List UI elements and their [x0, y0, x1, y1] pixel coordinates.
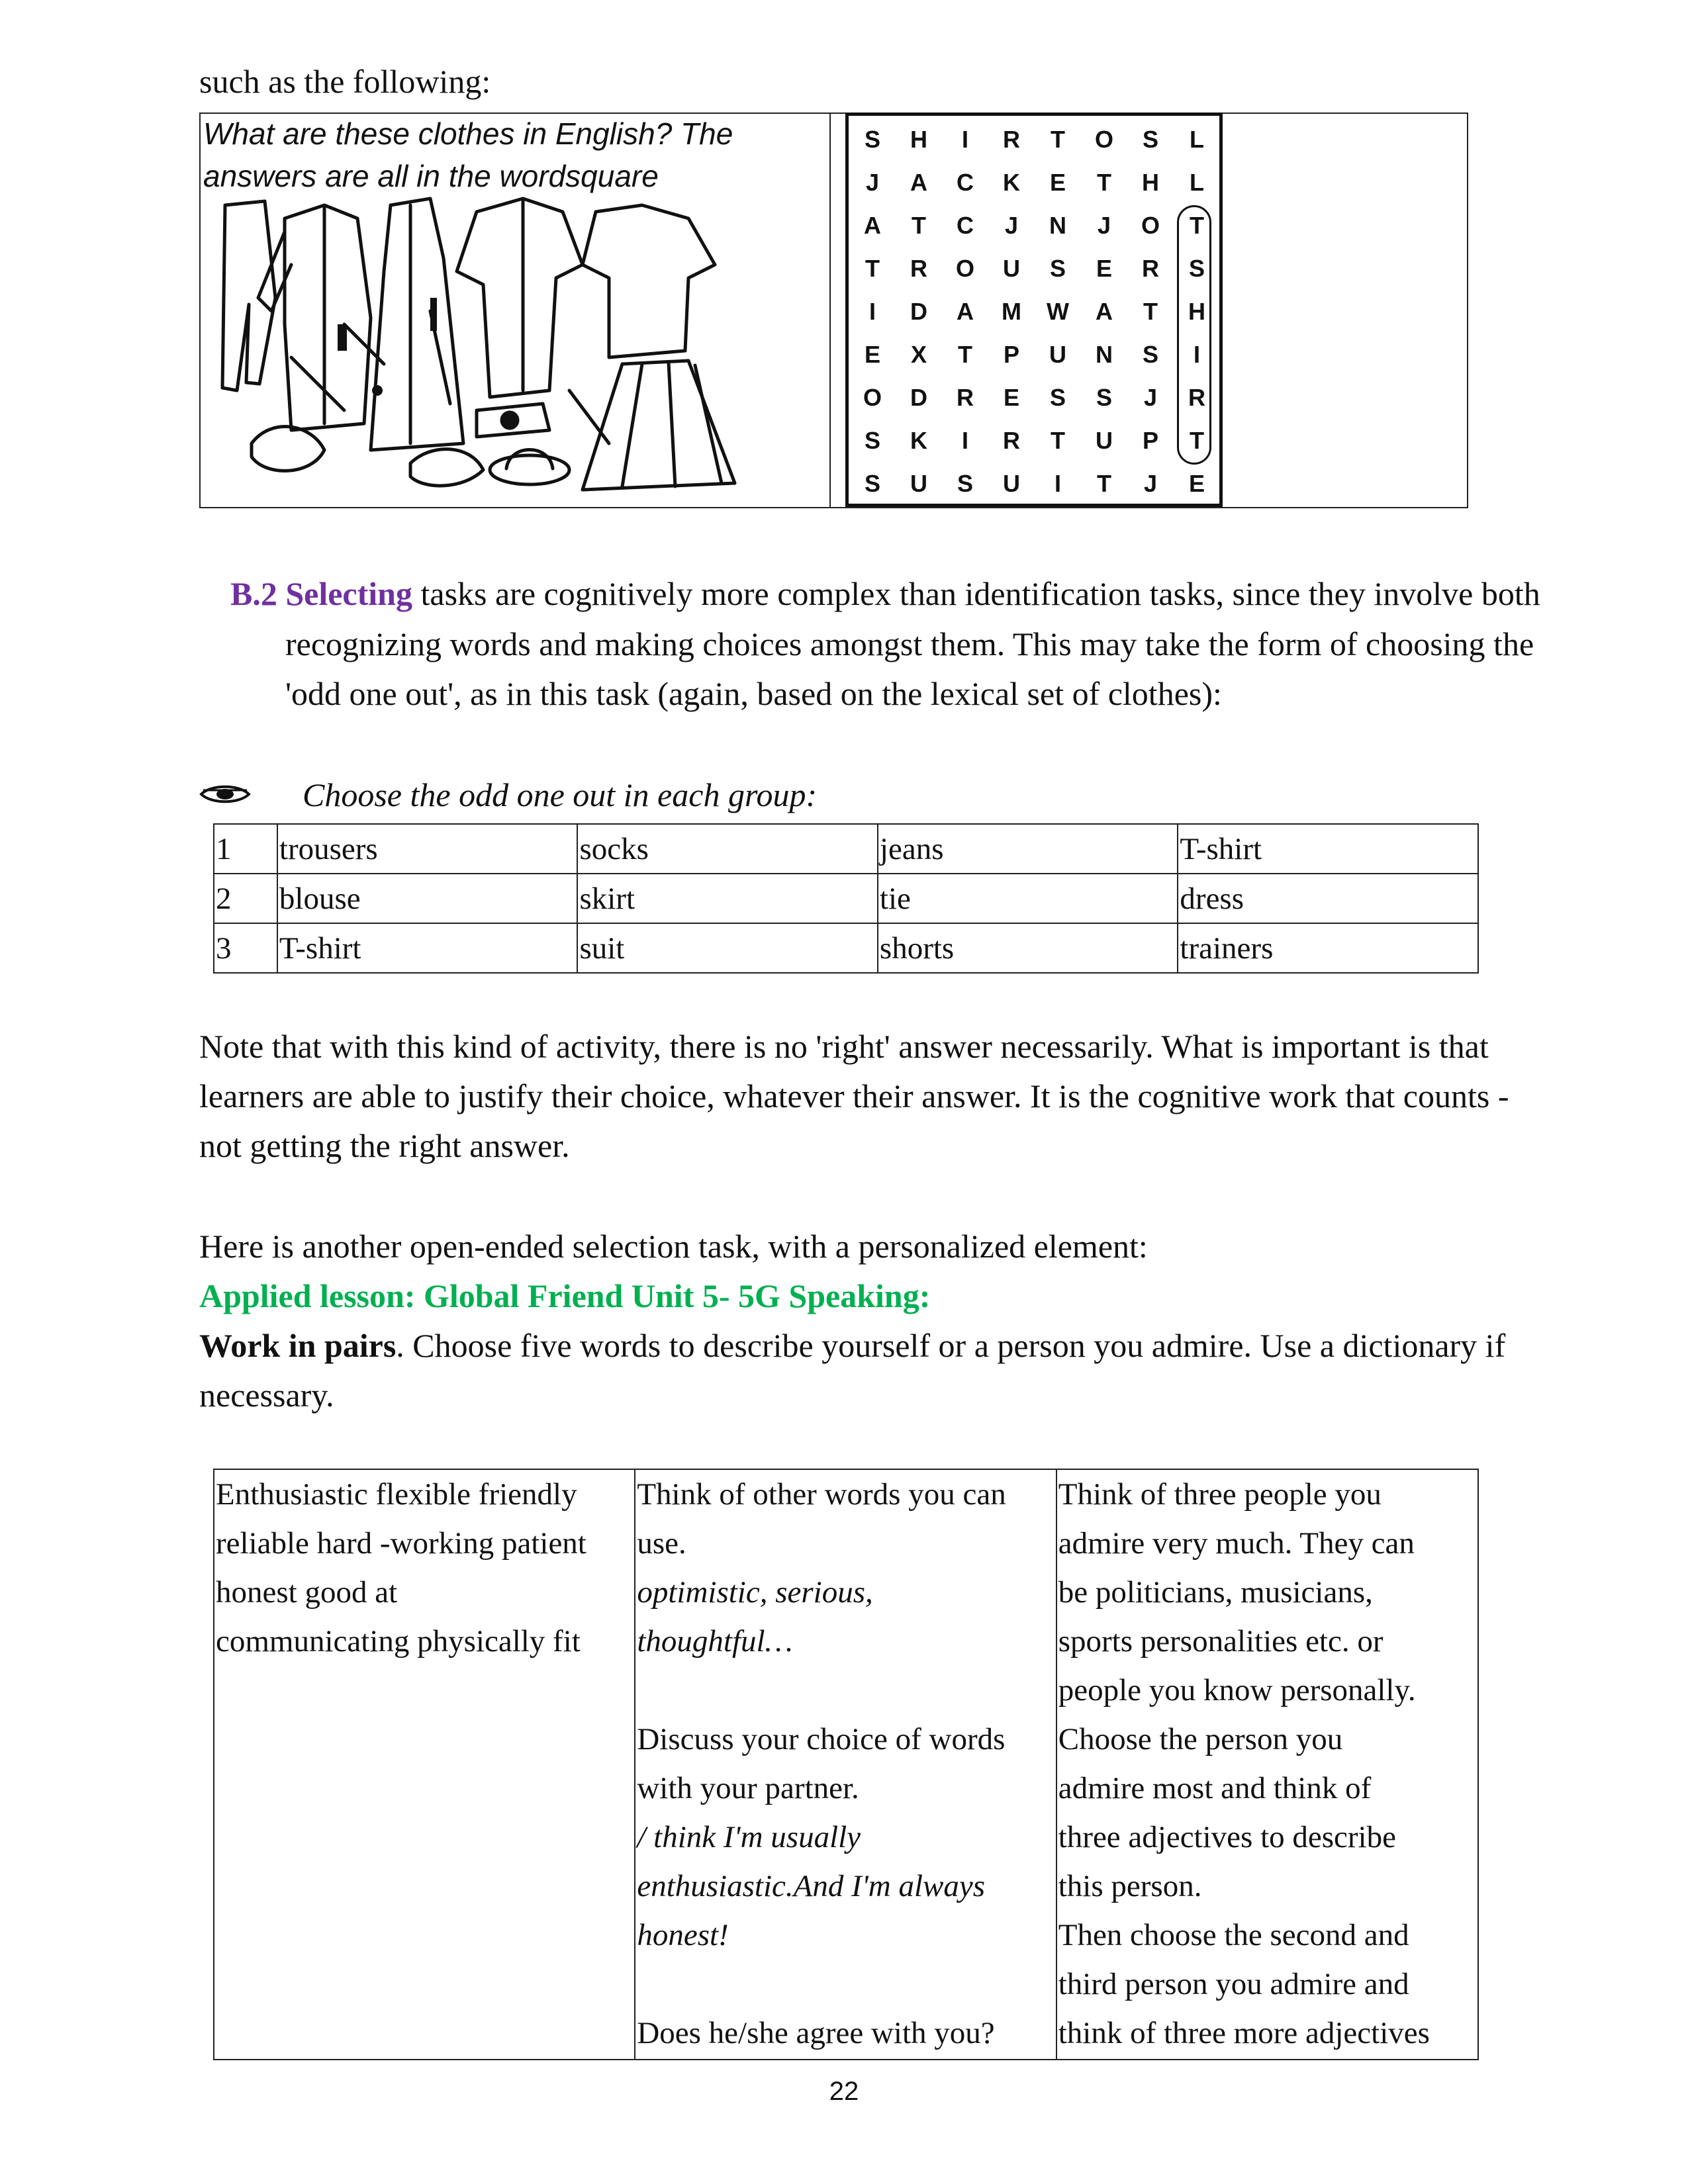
table-row: [214, 923, 1478, 973]
ws-letter: D: [910, 383, 927, 411]
cell-line: Choose the person you: [1058, 1722, 1343, 1756]
ws-letter: S: [1142, 125, 1158, 153]
table-cell: blouse: [277, 874, 578, 923]
ws-letter: U: [1003, 469, 1020, 497]
ws-letter: J: [865, 168, 880, 196]
page-number: 22: [829, 2077, 859, 2106]
table-cell: 1: [214, 824, 277, 874]
ws-letter: E: [1049, 168, 1066, 196]
table-cell: T-shirt: [277, 923, 578, 973]
cell-spacer: [637, 1666, 1054, 1715]
ws-letter: A: [1096, 297, 1113, 325]
cell-line: sports personalities etc. or: [1058, 1624, 1383, 1659]
ws-letter: L: [1190, 168, 1204, 196]
ws-letter: K: [910, 426, 927, 454]
figure-caption: [203, 113, 799, 197]
ws-letter: T: [865, 254, 880, 282]
ws-letter: S: [1188, 254, 1205, 282]
ws-letter: W: [1047, 297, 1069, 325]
ws-letter: R: [1142, 254, 1159, 282]
ws-letter: A: [910, 168, 927, 196]
cell-line: reliable hard -working patient: [216, 1526, 586, 1561]
intro-line: such as the following:: [199, 63, 491, 100]
ws-letter: R: [957, 383, 974, 411]
ws-letter: J: [1143, 383, 1158, 411]
b2-line1: [230, 569, 1540, 618]
note-line1: Note that with this kind of activity, there is no 'right' answer necessarily. What is important is that: [199, 1028, 1489, 1065]
cell-line: honest good at: [216, 1575, 398, 1610]
ws-letter: E: [864, 340, 880, 368]
another-task-line: Here is another open-ended selection task, with a personalized element:: [199, 1228, 1148, 1265]
pairs-line2: necessary.: [199, 1377, 334, 1414]
table-cell: jeans: [878, 824, 1178, 874]
ws-letter: O: [863, 383, 882, 411]
pairs-activity-table: [213, 1469, 1479, 2060]
cell-line: Think of other words you can: [637, 1477, 1006, 1512]
figure-divider: [829, 113, 831, 508]
ws-letter: O: [955, 254, 974, 282]
table-cell: tie: [878, 874, 1178, 923]
ws-letter: P: [1142, 426, 1158, 454]
ws-letter: H: [910, 125, 927, 153]
ws-letter: S: [864, 125, 880, 153]
cell-line: enthusiastic.And I'm always: [637, 1869, 986, 1903]
note-line3: not getting the right answer.: [199, 1127, 570, 1164]
ws-letter: L: [1190, 125, 1204, 153]
figure-caption-line2: answers are all in the wordsquare: [203, 159, 659, 193]
clothes-sketch-illustration: [212, 192, 761, 502]
cell-line: this person.: [1058, 1869, 1202, 1903]
table-cell: skirt: [577, 874, 877, 923]
ws-letter: S: [864, 426, 880, 454]
ws-letter: D: [910, 297, 927, 325]
cell-line: be politicians, musicians,: [1058, 1575, 1373, 1610]
cell-line: Then choose the second and: [1058, 1918, 1409, 1952]
ws-letter: J: [1143, 469, 1158, 497]
table-cell: suit: [577, 923, 877, 973]
cell-line: communicating physically fit: [216, 1624, 581, 1659]
ws-letter: I: [1054, 469, 1061, 497]
b2-line1-text: tasks are cognitively more complex than identification tasks, since they involve both: [412, 575, 1540, 612]
ws-letter: J: [1097, 211, 1111, 239]
table-cell: shorts: [878, 923, 1178, 973]
ws-letter: E: [1096, 254, 1112, 282]
ws-letter: R: [1003, 125, 1020, 153]
ws-letter: U: [1003, 254, 1020, 282]
instructions-cell: [635, 1469, 1056, 2060]
ws-letter: H: [1188, 297, 1205, 325]
cell-line: with your partner.: [637, 1771, 859, 1805]
pairs-line1-text: . Choose five words to describe yourself or a person you admire. Use a dictionary if: [396, 1327, 1506, 1364]
ws-letter: P: [1003, 340, 1019, 368]
task-instruction: Choose the odd one out in each group:: [303, 776, 818, 813]
ws-letter: S: [1096, 383, 1112, 411]
cell-line: honest!: [637, 1918, 729, 1952]
cell-line: Think of three people you: [1058, 1477, 1382, 1512]
ws-letter: T: [1097, 168, 1111, 196]
cell-line: people you know personally.: [1058, 1673, 1416, 1707]
pairs-line1: [199, 1321, 1505, 1370]
ws-letter: I: [961, 125, 968, 153]
ws-letter: O: [1141, 211, 1160, 239]
cell-line: three adjectives to describe: [1058, 1820, 1396, 1854]
note-line2: learners are able to justify their choice, whatever their answer. It is the cognitive work that counts -: [199, 1077, 1509, 1115]
ws-letter: H: [1142, 168, 1159, 196]
table-cell: T-shirt: [1178, 824, 1478, 874]
ws-letter: T: [912, 211, 926, 239]
ws-letter: X: [910, 340, 927, 368]
table-row: [214, 824, 1478, 874]
cell-line: admire very much. They can: [1058, 1526, 1415, 1561]
cell-line: Enthusiastic flexible friendly: [216, 1477, 577, 1512]
cell-line: optimistic, serious,: [637, 1575, 873, 1610]
ws-letter: O: [1094, 125, 1113, 153]
b2-heading: B.2 Selecting: [230, 575, 412, 612]
ws-letter: E: [1188, 469, 1205, 497]
ws-letter: A: [957, 297, 974, 325]
ws-letter: T: [1051, 125, 1065, 153]
table-cell: 2: [214, 874, 277, 923]
ws-letter: R: [1003, 426, 1020, 454]
cell-line: third person you admire and: [1058, 1967, 1409, 2001]
ws-letter: S: [1049, 254, 1066, 282]
applied-lesson-heading: Applied lesson: Global Friend Unit 5- 5G Speaking:: [199, 1277, 931, 1314]
cell-line: admire most and think of: [1058, 1771, 1372, 1805]
ws-letter: T: [1190, 211, 1204, 239]
cell-line: use.: [637, 1526, 686, 1561]
table-row: [214, 874, 1478, 923]
ws-letter: N: [1096, 340, 1113, 368]
wordsquare-grid: [849, 118, 1220, 505]
ws-letter: U: [910, 469, 927, 497]
ws-letter: I: [868, 297, 876, 325]
cell-line: Does he/she agree with you?: [637, 2016, 995, 2050]
people-cell: [1056, 1469, 1478, 2060]
ws-letter: T: [1190, 426, 1204, 454]
ws-letter: S: [1142, 340, 1158, 368]
ws-letter: R: [1188, 383, 1205, 411]
ws-letter: C: [957, 211, 974, 239]
ws-letter: S: [1049, 383, 1066, 411]
ws-letter: T: [958, 340, 972, 368]
table-row: [214, 1469, 1478, 2060]
cell-spacer: [637, 1960, 1054, 2009]
ws-letter: E: [1003, 383, 1019, 411]
ws-letter: M: [1002, 297, 1021, 325]
ws-letter: I: [1193, 340, 1200, 368]
ws-letter: N: [1049, 211, 1066, 239]
ws-letter: U: [1049, 340, 1066, 368]
ws-letter: T: [1097, 469, 1111, 497]
adjectives-cell: [214, 1469, 635, 2060]
ws-letter: A: [864, 211, 881, 239]
ws-letter: C: [957, 168, 974, 196]
table-cell: trousers: [277, 824, 578, 874]
cell-line: think of three more adjectives: [1058, 2016, 1430, 2050]
cell-line: Discuss your choice of words: [637, 1722, 1006, 1756]
ws-letter: S: [864, 469, 880, 497]
table-cell: 3: [214, 923, 277, 973]
cell-line: thoughtful…: [637, 1624, 793, 1659]
b2-line3: 'odd one out', as in this task (again, based on the lexical set of clothes):: [285, 675, 1222, 712]
ws-letter: U: [1096, 426, 1113, 454]
ws-letter: T: [1143, 297, 1158, 325]
ws-letter: T: [1051, 426, 1065, 454]
table-cell: socks: [577, 824, 877, 874]
wordsquare-answer-highlight: [1177, 205, 1211, 465]
eye-icon: [199, 782, 251, 806]
odd-one-out-table: [213, 823, 1479, 974]
table-cell: trainers: [1178, 923, 1478, 973]
pairs-bold: Work in pairs: [199, 1327, 397, 1364]
figure-caption-line1: What are these clothes in English? The: [203, 116, 733, 151]
ws-letter: J: [1004, 211, 1019, 239]
b2-line2: recognizing words and making choices amongst them. This may take the form of choosing the: [285, 625, 1534, 662]
ws-letter: S: [957, 469, 973, 497]
table-cell: dress: [1178, 874, 1478, 923]
cell-line: / think I'm usually: [637, 1820, 861, 1854]
ws-letter: I: [961, 426, 968, 454]
ws-letter: R: [910, 254, 927, 282]
ws-letter: K: [1003, 168, 1020, 196]
